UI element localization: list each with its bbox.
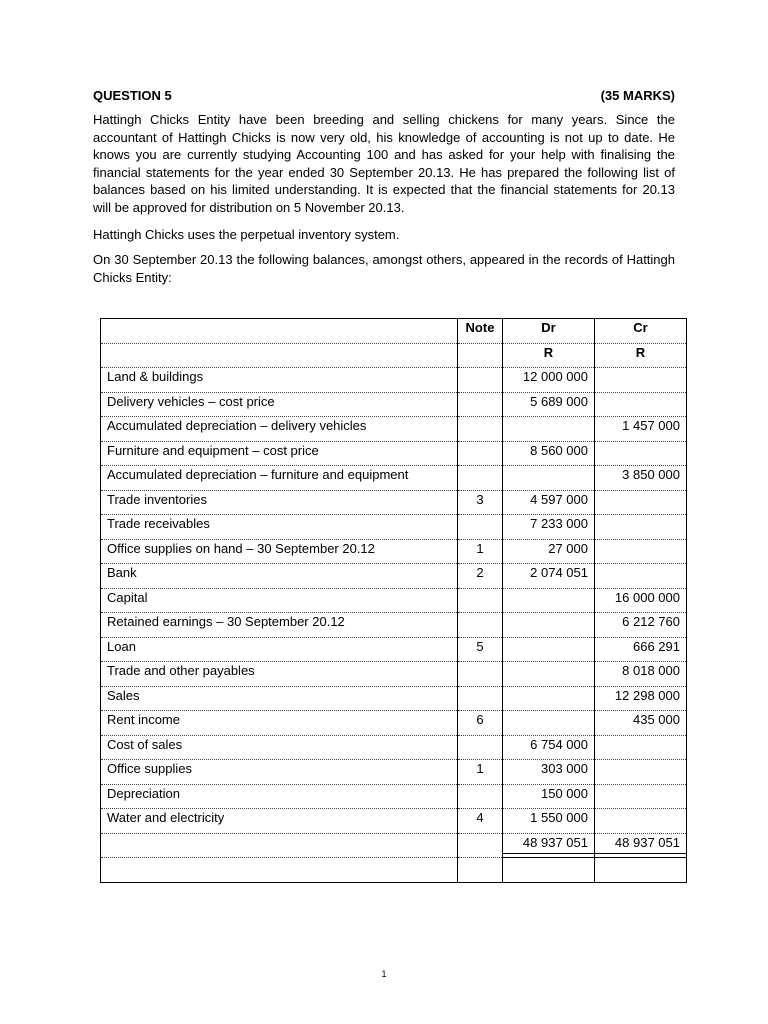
note-ref [458,392,503,417]
note-ref [458,441,503,466]
credit-amount [595,760,687,785]
credit-amount: 8 018 000 [595,662,687,687]
credit-amount: 6 212 760 [595,613,687,638]
credit-total-value: 48 937 051 [614,834,680,850]
table-row [101,662,687,687]
note-ref [458,686,503,711]
account-name: Accumulated depreciation – furniture and equipment [101,466,458,491]
table-row [101,417,687,442]
double-underline [503,853,594,858]
credit-amount [595,368,687,393]
intro-paragraph: Hattingh Chicks Entity have been breeding and selling chickens for many years. Since the accountant of Hattingh Chicks is now very old, his knowledge of accounting is not up to date. He knows you are currently studying Accounting 100 and has asked for your help with finalising the financial statements for the year ended 30 September 20.13. He has prepared the following list of balances based on his limited understanding. It is expected that the financial statements for 20.13 will be approved for distribution on 5 November 20.13. [93,112,675,215]
question-marks: (35 MARKS) [600,88,675,103]
blank-cell [503,858,595,883]
blank-cell [458,858,503,883]
note-ref: 1 [458,760,503,785]
balances-intro-paragraph: On 30 September 20.13 the following balances, amongst others, appeared in the records of Hattingh Chicks Entity: [93,252,675,285]
debit-amount: 303 000 [503,760,595,785]
account-name: Land & buildings [101,368,458,393]
account-name: Retained earnings – 30 September 20.12 [101,613,458,638]
note-ref [458,613,503,638]
table-row [101,368,687,393]
table-row [101,515,687,540]
table-unit-row [101,343,687,368]
totals-row [101,833,687,858]
trial-balance-table [100,318,687,883]
header-dr: Dr [503,319,595,344]
debit-amount [503,686,595,711]
note-ref [458,515,503,540]
credit-amount: 3 850 000 [595,466,687,491]
credit-amount [595,515,687,540]
table-row [101,466,687,491]
credit-amount [595,539,687,564]
debit-amount: 2 074 051 [503,564,595,589]
page-number: 1 [381,969,387,979]
credit-amount: 1 457 000 [595,417,687,442]
note-ref [458,784,503,809]
account-name: Cost of sales [101,735,458,760]
account-name: Office supplies [101,760,458,785]
inventory-system-paragraph: Hattingh Chicks uses the perpetual inventory system. [93,227,400,242]
table-row [101,784,687,809]
table-row [101,564,687,589]
note-ref [458,466,503,491]
debit-amount: 4 597 000 [503,490,595,515]
question-title: QUESTION 5 [93,88,172,103]
header-note: Note [458,319,503,344]
unit-note-cell [458,343,503,368]
note-ref [458,417,503,442]
credit-total [595,833,687,858]
blank-cell [595,858,687,883]
credit-amount: 435 000 [595,711,687,736]
credit-amount [595,784,687,809]
note-ref: 2 [458,564,503,589]
debit-amount: 12 000 000 [503,368,595,393]
double-underline [595,853,686,858]
header-cr: Cr [595,319,687,344]
credit-amount [595,441,687,466]
account-name: Furniture and equipment – cost price [101,441,458,466]
debit-total [503,833,595,858]
account-name: Trade inventories [101,490,458,515]
debit-amount [503,466,595,491]
table-row [101,588,687,613]
debit-amount: 8 560 000 [503,441,595,466]
table-row [101,392,687,417]
table-row [101,490,687,515]
debit-amount [503,588,595,613]
unit-cr: R [595,343,687,368]
table-row [101,735,687,760]
debit-amount [503,637,595,662]
note-ref [458,368,503,393]
table-row [101,613,687,638]
debit-amount [503,417,595,442]
note-ref: 4 [458,809,503,834]
note-ref [458,735,503,760]
table-row [101,441,687,466]
note-ref: 5 [458,637,503,662]
header-item-cell [101,319,458,344]
unit-dr: R [503,343,595,368]
credit-amount [595,735,687,760]
account-name: Accumulated depreciation – delivery vehicles [101,417,458,442]
credit-amount: 16 000 000 [595,588,687,613]
account-name: Trade and other payables [101,662,458,687]
question-header [93,88,675,106]
totals-label-cell [101,833,458,858]
note-ref [458,588,503,613]
debit-amount [503,662,595,687]
table-row [101,539,687,564]
blank-row [101,858,687,883]
table-row [101,686,687,711]
note-ref: 1 [458,539,503,564]
account-name: Trade receivables [101,515,458,540]
account-name: Capital [101,588,458,613]
unit-item-cell [101,343,458,368]
debit-amount: 27 000 [503,539,595,564]
debit-total-value: 48 937 051 [522,834,588,850]
debit-amount: 6 754 000 [503,735,595,760]
note-ref: 3 [458,490,503,515]
debit-amount: 5 689 000 [503,392,595,417]
table-header-row [101,319,687,344]
table-row [101,760,687,785]
account-name: Rent income [101,711,458,736]
account-name: Loan [101,637,458,662]
account-name: Delivery vehicles – cost price [101,392,458,417]
credit-amount [595,392,687,417]
debit-amount: 7 233 000 [503,515,595,540]
credit-amount [595,490,687,515]
note-ref [458,662,503,687]
account-name: Water and electricity [101,809,458,834]
credit-amount: 666 291 [595,637,687,662]
totals-note-cell [458,833,503,858]
debit-amount [503,711,595,736]
debit-amount [503,613,595,638]
debit-amount: 150 000 [503,784,595,809]
blank-cell [101,858,458,883]
note-ref: 6 [458,711,503,736]
table-row [101,809,687,834]
account-name: Office supplies on hand – 30 September 20.12 [101,539,458,564]
debit-amount: 1 550 000 [503,809,595,834]
table-row [101,711,687,736]
account-name: Sales [101,686,458,711]
credit-amount: 12 298 000 [595,686,687,711]
credit-amount [595,564,687,589]
table-row [101,637,687,662]
account-name: Depreciation [101,784,458,809]
account-name: Bank [101,564,458,589]
credit-amount [595,809,687,834]
